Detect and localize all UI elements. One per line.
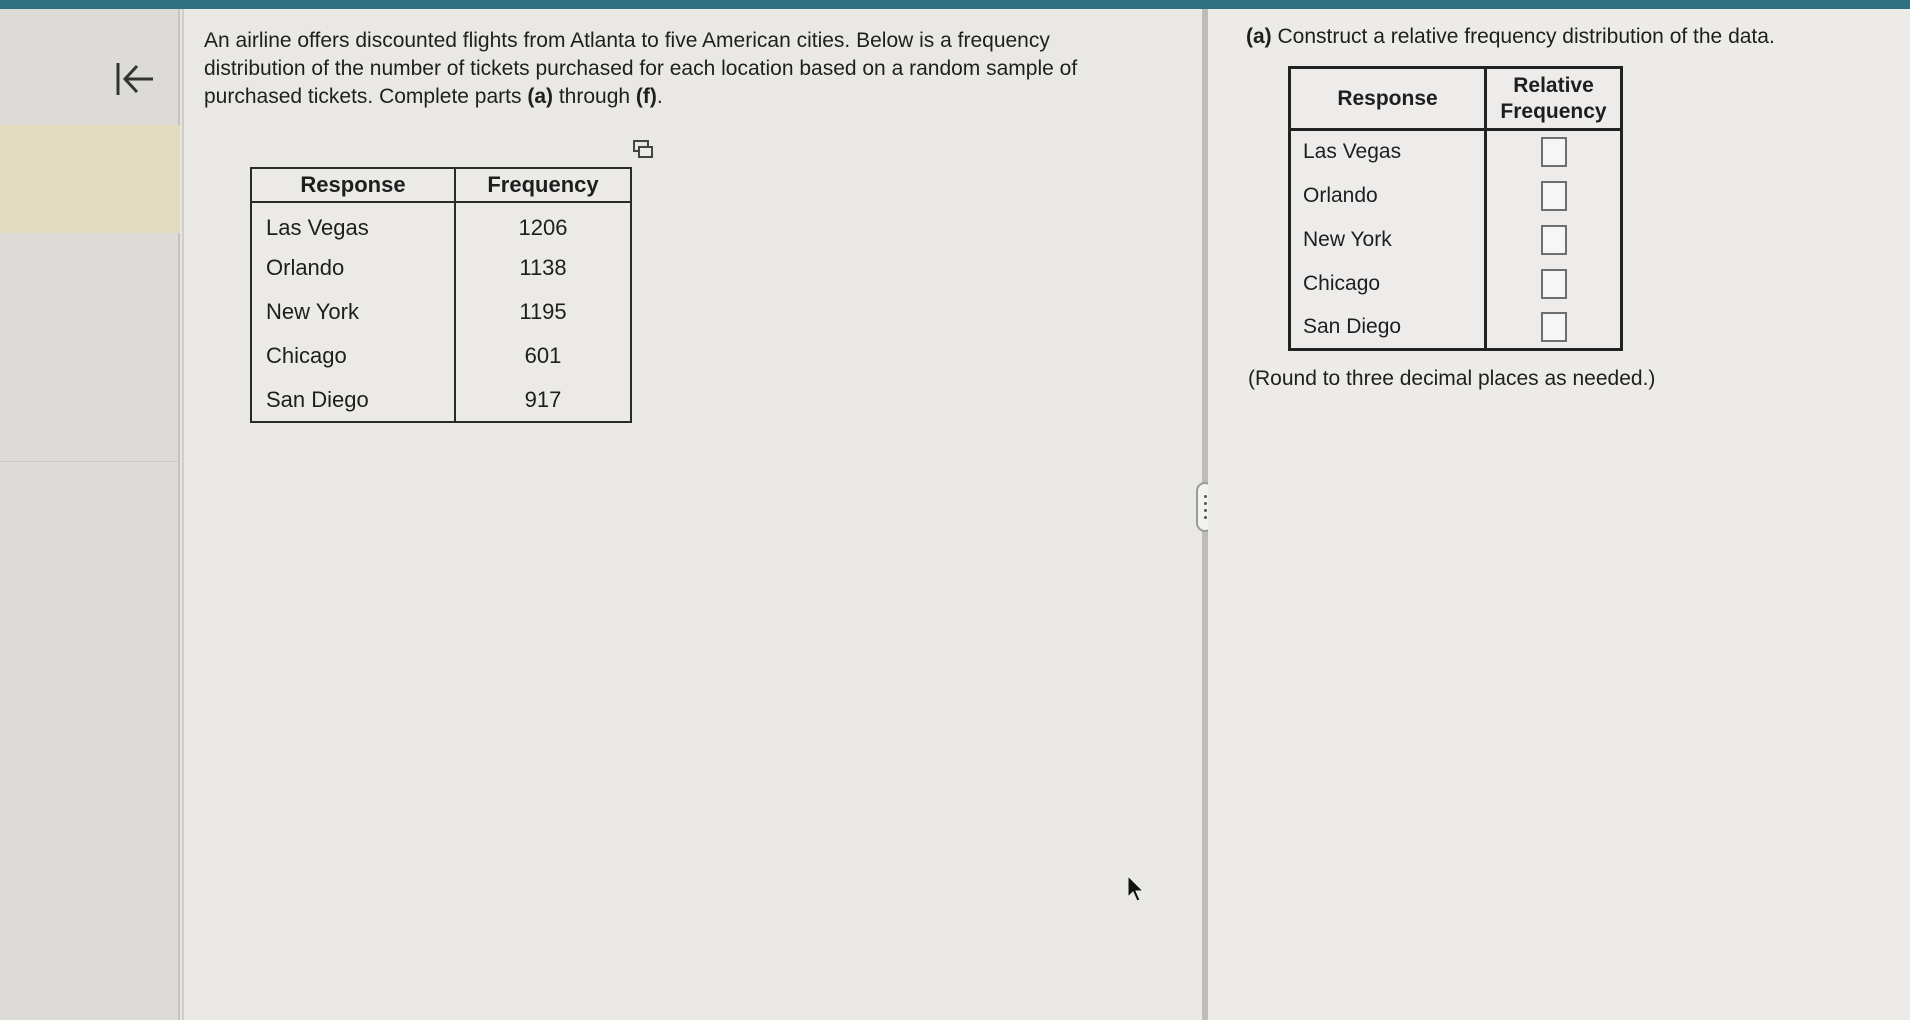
table-row [1290,218,1622,262]
column-header-frequency: Frequency [455,168,631,202]
table-row [1290,306,1622,350]
response-cell: New York [1290,218,1486,262]
top-bar [0,0,1910,9]
answer-input-san-diego[interactable] [1541,312,1567,342]
question-panel [182,9,1202,1020]
table-row [251,246,631,290]
response-cell: Orlando [1290,174,1486,218]
answer-input-las-vegas[interactable] [1541,137,1567,167]
collapse-left-icon [113,59,157,99]
part-a-title: (a) Construct a relative frequency distribution of the data. [1246,25,1775,48]
frequency-cell: 1138 [519,255,567,280]
rounding-note: (Round to three decimal places as needed.) [1248,367,1656,390]
response-cell: Las Vegas [251,202,455,246]
answer-input-chicago[interactable] [1541,269,1567,299]
copy-icon[interactable] [632,139,654,161]
column-header-relative-frequency: Relative Frequency [1486,68,1622,130]
table-row [1290,262,1622,306]
frequency-table [250,167,632,423]
response-cell: San Diego [1290,306,1486,350]
sidebar [0,9,180,1020]
table-row [251,334,631,378]
relative-frequency-table [1288,66,1623,351]
table-row [1290,174,1622,218]
column-header-response: Response [251,168,455,202]
response-cell: Chicago [251,334,455,378]
response-cell: Las Vegas [1290,130,1486,174]
frequency-cell: 1195 [519,299,567,324]
column-header-response: Response [1290,68,1486,130]
table-row [1290,130,1622,174]
table-row [251,290,631,334]
mouse-pointer-icon [1126,875,1148,903]
sidebar-selected-item[interactable] [0,125,180,233]
frequency-cell: 917 [524,386,562,412]
table-row [251,378,631,422]
response-cell: Orlando [251,246,455,290]
answer-panel [1208,9,1910,1020]
table-row [251,202,631,246]
response-cell: San Diego [251,378,455,422]
answer-input-orlando[interactable] [1541,181,1567,211]
answer-input-new-york[interactable] [1541,225,1567,255]
question-text: An airline offers discounted flights from Atlanta to five American cities. Below is a frequency distribution of the number of tickets purchased for each location based on a random sample of purchased tickets. Complete parts (a) through (f). [204,29,1078,108]
sidebar-divider [0,461,180,462]
frequency-cell: 601 [524,343,562,368]
response-cell: New York [251,290,455,334]
response-cell: Chicago [1290,262,1486,306]
frequency-cell: 1206 [518,214,568,240]
collapse-sidebar-button[interactable] [110,57,160,101]
